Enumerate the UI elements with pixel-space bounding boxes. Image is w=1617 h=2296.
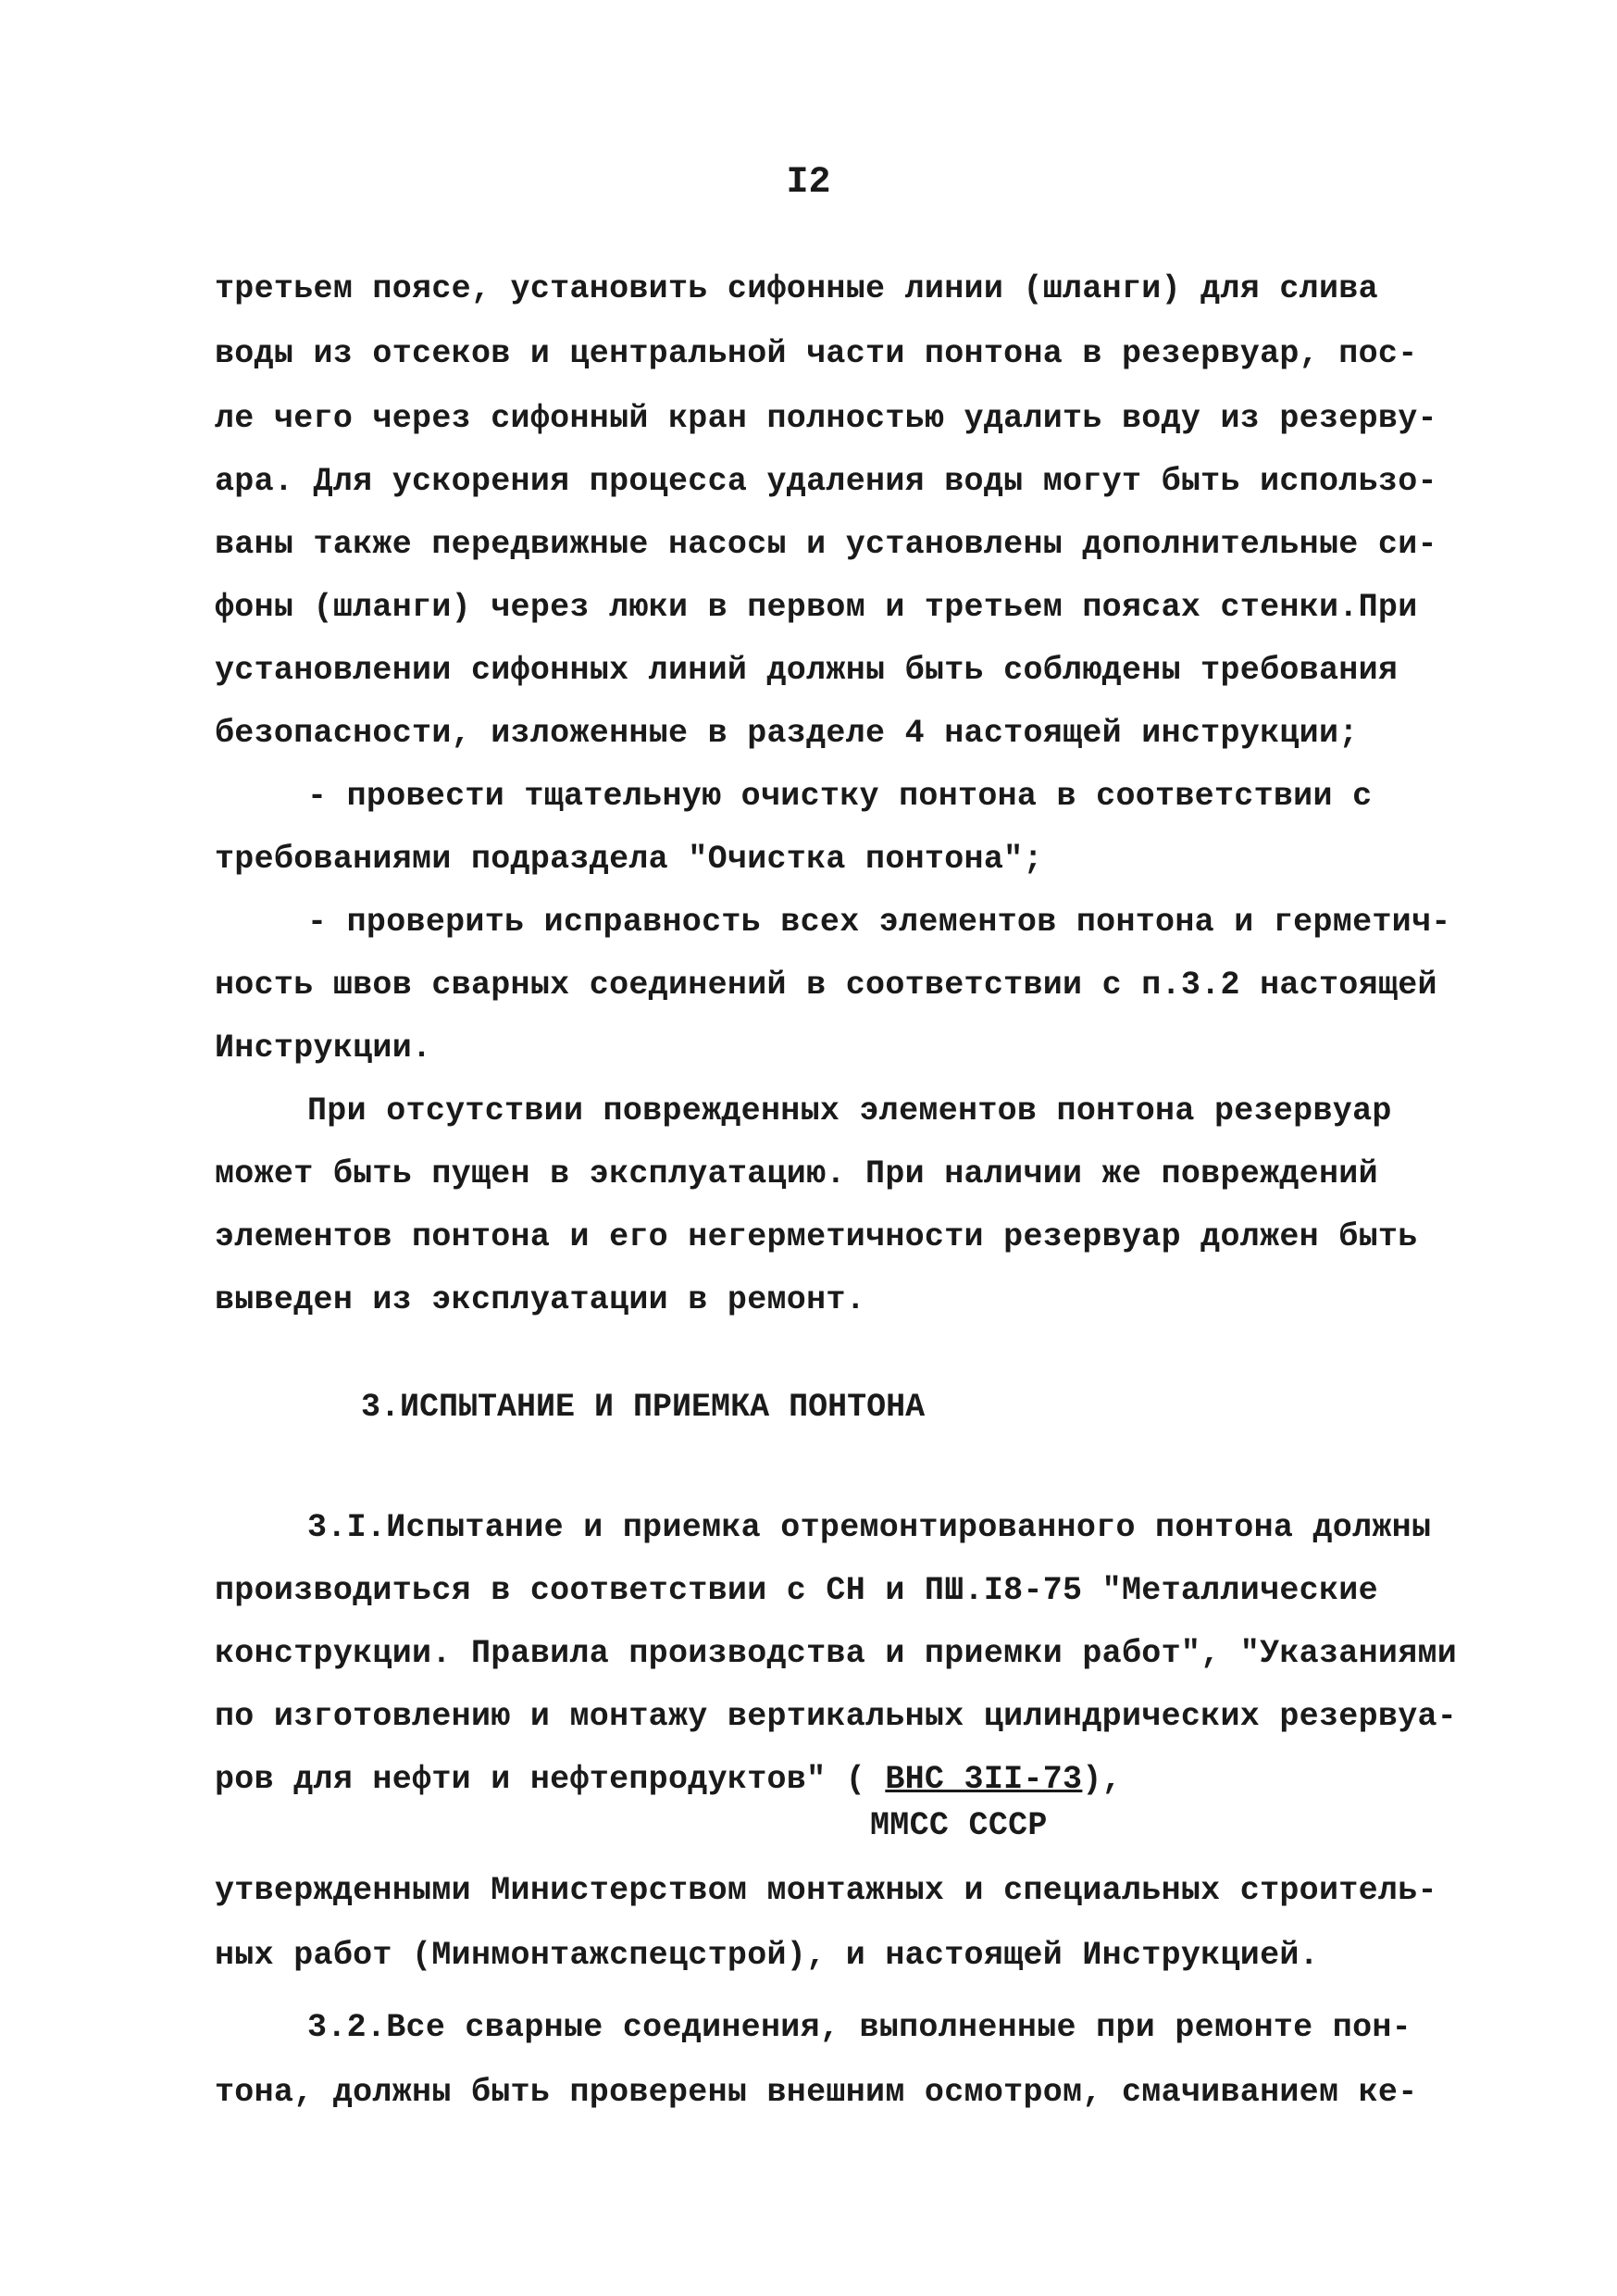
paragraph-line: 3.2.Все сварные соединения, выполненные при ремонте пон- [307,2009,1412,2046]
paragraph-line: 3.I.Испытание и приемка отремонтированного понтона должны [307,1509,1432,1546]
paragraph-line: конструкции. Правила производства и приемки работ", "Указаниями [215,1635,1458,1672]
paragraph-line: утвержденными Министерством монтажных и специальных строитель- [215,1872,1437,1909]
text-line: третьем поясе, установить сифонные линии (шланги) для слива [215,270,1378,307]
text-line: ара. Для ускорения процесса удаления воды могут быть использо- [215,463,1437,500]
reference-subscript: ММСС СССР [870,1807,1048,1844]
section-heading: 3.ИСПЫТАНИЕ И ПРИЕМКА ПОНТОНА [361,1389,926,1426]
paragraph-line: элементов понтона и его негерметичности резервуар должен быть [215,1218,1418,1255]
paragraph-line: ных работ (Минмонтажспецстрой), и настоящей Инструкцией. [215,1937,1319,1974]
reference-lead-text: ров для нефти и нефтепродуктов" ( [215,1761,866,1798]
list-item-line: Инструкции. [215,1029,432,1067]
text-line: воды из отсеков и центральной части понтона в резервуар, пос- [215,335,1418,372]
paragraph-line: При отсутствии поврежденных элементов понтона резервуар [307,1092,1392,1129]
text-line: ваны также передвижные насосы и установлены дополнительные си- [215,526,1437,563]
paragraph-line [215,1761,1122,1798]
text-line: безопасности, изложенные в разделе 4 настоящей инструкции; [215,715,1359,752]
text-line: фоны (шланги) через люки в первом и третьем поясах стенки.При [215,589,1418,626]
page-number: I2 [786,162,831,204]
text-line: ле чего через сифонный кран полностью удалить воду из резерву- [215,400,1437,437]
paragraph-line: производиться в соответствии с СН и ПШ.I8-75 "Металлические [215,1572,1378,1609]
list-item-line: требованиями подраздела "Очистка понтона"; [215,841,1043,878]
paragraph-line: выведен из эксплуатации в ремонт. [215,1281,866,1318]
text-line: установлении сифонных линий должны быть соблюдены требования [215,652,1399,689]
list-item-line: ность швов сварных соединений в соответствии с п.3.2 настоящей [215,967,1437,1004]
paragraph-line: тона, должны быть проверены внешним осмотром, смачиванием ке- [215,2074,1418,2111]
list-item-line: - провести тщательную очистку понтона в соответствии с [307,778,1373,815]
list-item-line: - проверить исправность всех элементов понтона и герметич- [307,904,1451,941]
reference-code: ВНС 3II-73 [885,1761,1083,1798]
paragraph-line: по изготовлению и монтажу вертикальных цилиндрических резервуа- [215,1698,1458,1735]
reference-close: ), [1082,1761,1122,1798]
paragraph-line: может быть пущен в эксплуатацию. При наличии же повреждений [215,1155,1378,1192]
